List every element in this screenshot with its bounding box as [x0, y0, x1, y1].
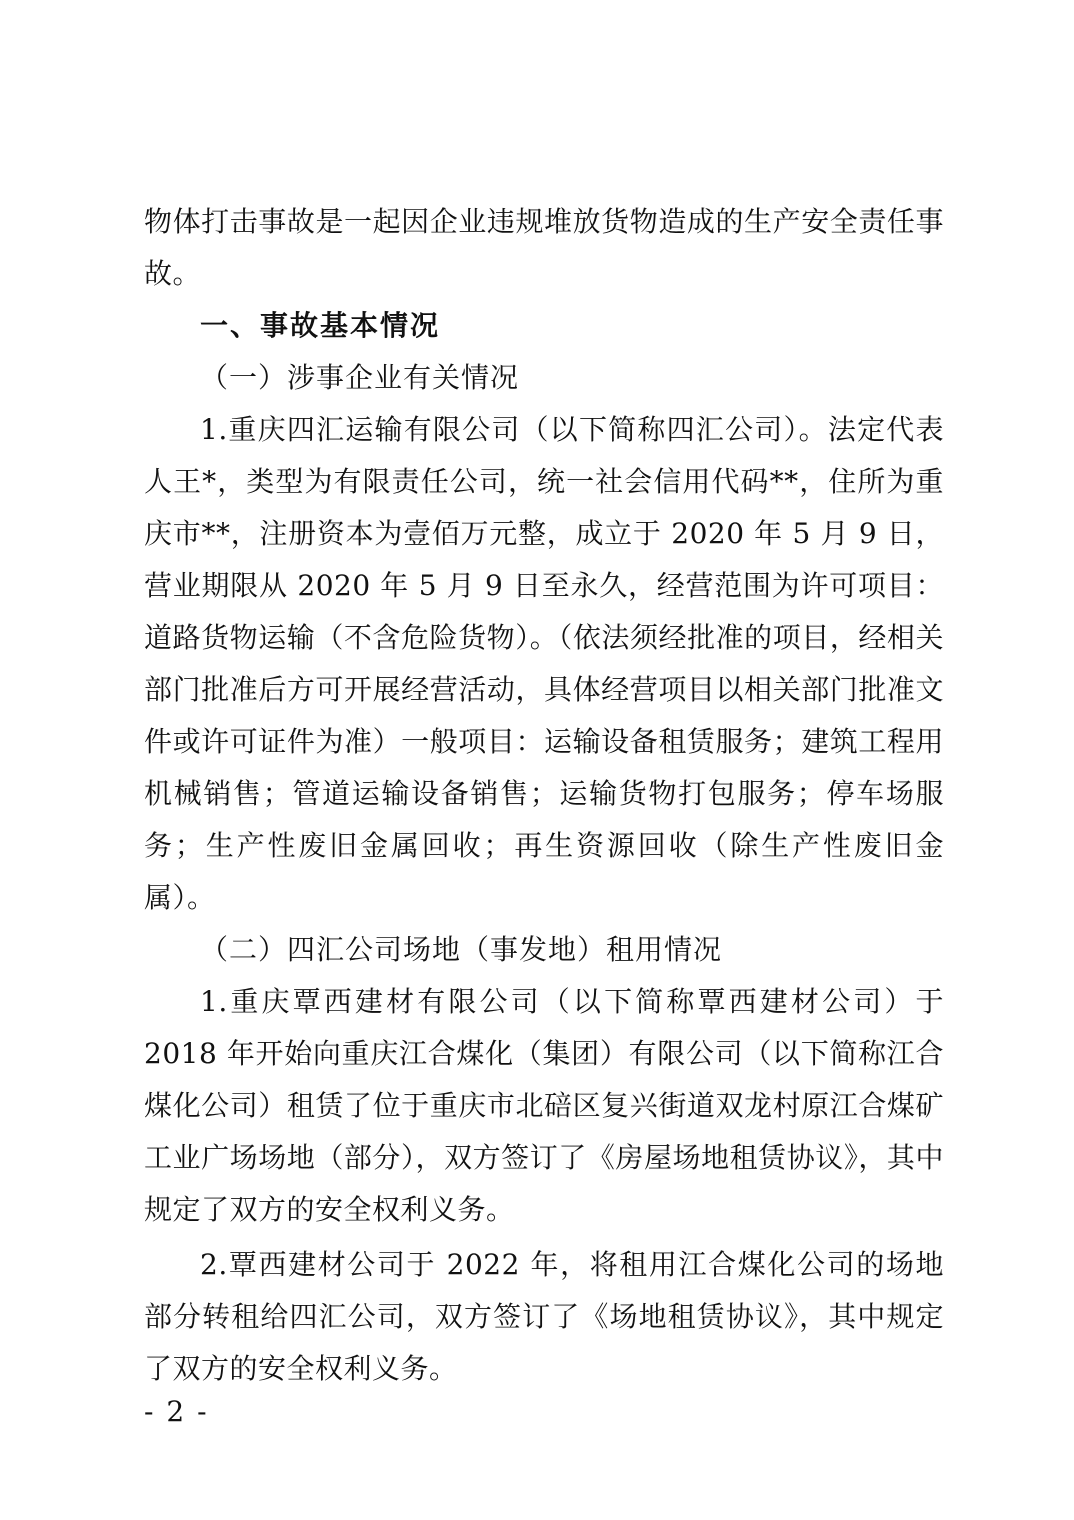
subsection-heading-site-lease: （二）四汇公司场地（事发地）租用情况: [200, 933, 723, 966]
page-number: - 2 -: [144, 1395, 209, 1428]
paragraph-continuation: 物体打击事故是一起因企业违规堆放货物造成的生产安全责任事故。: [144, 205, 944, 290]
document-page: [144, 196, 944, 1395]
paragraph-lease-2: 2.覃西建材公司于 2022 年，将租用江合煤化公司的场地部分转租给四汇公司，双方签订了《场地租赁协议》，其中规定了双方的安全权利义务。: [144, 1248, 944, 1385]
paragraph-lease-1: 1.重庆覃西建材有限公司（以下简称覃西建材公司）于 2018 年开始向重庆江合煤化（集团）有限公司（以下简称江合煤化公司）租赁了位于重庆市北碚区复兴街道双龙村原江合煤矿工业广场场地（部分），双方签订了《房屋场地租赁协议》，其中规定了双方的安全权利义务。: [144, 985, 944, 1226]
subsection-heading-company-info: （一）涉事企业有关情况: [200, 361, 520, 394]
paragraph-sihui-company: 1.重庆四汇运输有限公司（以下简称四汇公司）。法定代表人王*，类型为有限责任公司，统一社会信用代码**，住所为重庆市**，注册资本为壹佰万元整，成立于 2020 年 5 月 9 日，营业期限从 2020 年 5 月 9 日至永久，经营范围为许可项目：道路货物运输（不含危险货物）。（依法须经批准的项目，经相关部门批准后方可开展经营活动，具体经营项目以相关部门批准文件或许可证件为准）一般项目：运输设备租赁服务；建筑工程用机械销售；管道运输设备销售；运输货物打包服务；停车场服务；生产性废旧金属回收；再生资源回收（除生产性废旧金属）。: [144, 413, 944, 914]
section-heading-accident-basics: 一、事故基本情况: [200, 309, 441, 342]
